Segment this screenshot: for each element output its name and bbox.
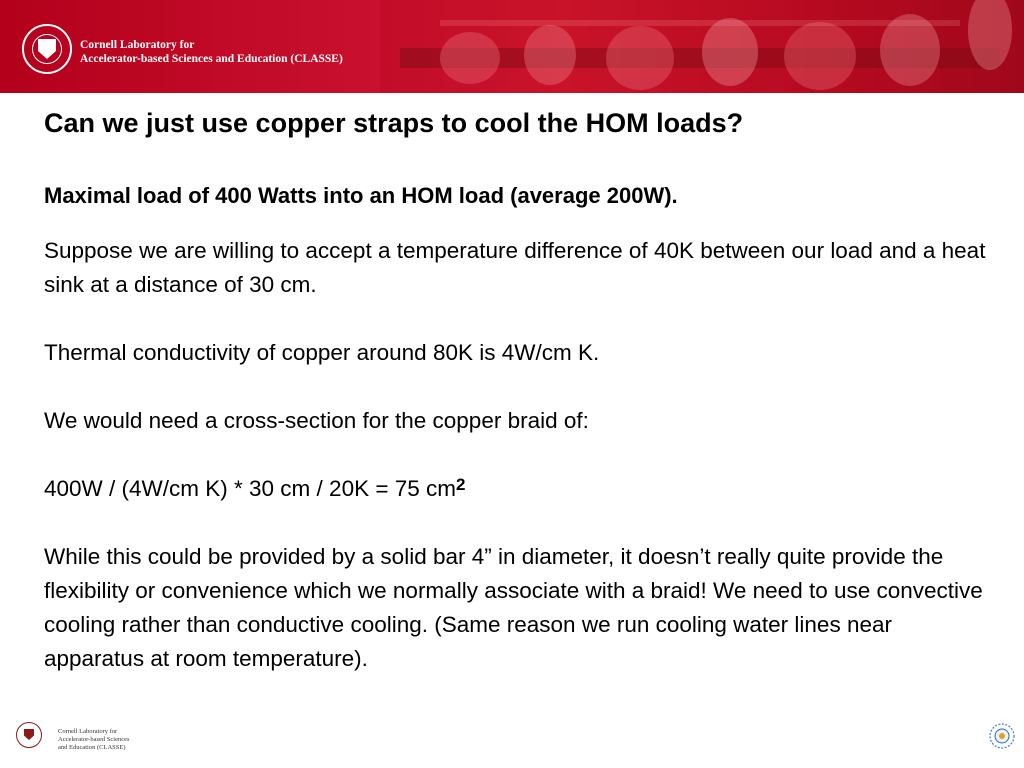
org-line-2: Accelerator-based Sciences and Education (CLASSE)	[80, 53, 343, 65]
paragraph-conclusion: While this could be provided by a solid bar 4” in diameter, it doesn’t really quite provide the flexibility or convenience which we normally associate with a braid! We need to use convective cooling rather than conductive cooling. (Same reason we run cooling water lines near apparatus at room temperature).	[44, 544, 983, 671]
paragraph-temperature: Suppose we are willing to accept a temperature difference of 40K between our load and a heat sink at a distance of 30 cm.	[44, 238, 986, 297]
org-line-1: Cornell Laboratory for	[80, 39, 195, 51]
cornell-seal-icon	[16, 722, 42, 748]
formula-exponent: 2	[456, 475, 466, 494]
cornell-seal-icon	[22, 24, 72, 74]
paragraph-conductivity: Thermal conductivity of copper around 80K is 4W/cm K.	[44, 340, 600, 365]
accelerator-image	[380, 0, 1024, 93]
paragraph-cross-section: We would need a cross-section for the copper braid of:	[44, 408, 589, 433]
formula	[44, 472, 994, 506]
slide-title: Can we just use copper straps to cool the HOM loads?	[44, 108, 744, 138]
formula-text: 400W / (4W/cm K) * 30 cm / 20K = 75 cm	[44, 476, 456, 501]
organization-name	[80, 38, 343, 66]
header-banner	[0, 0, 1024, 93]
slide-subtitle: Maximal load of 400 Watts into an HOM load (average 200W).	[44, 183, 678, 208]
slide-content	[44, 104, 994, 676]
footer-org-name: Cornell Laboratory for Accelerator-based Sciences and Education (CLASSE)	[58, 728, 130, 751]
globe-emblem-icon	[988, 722, 1016, 750]
